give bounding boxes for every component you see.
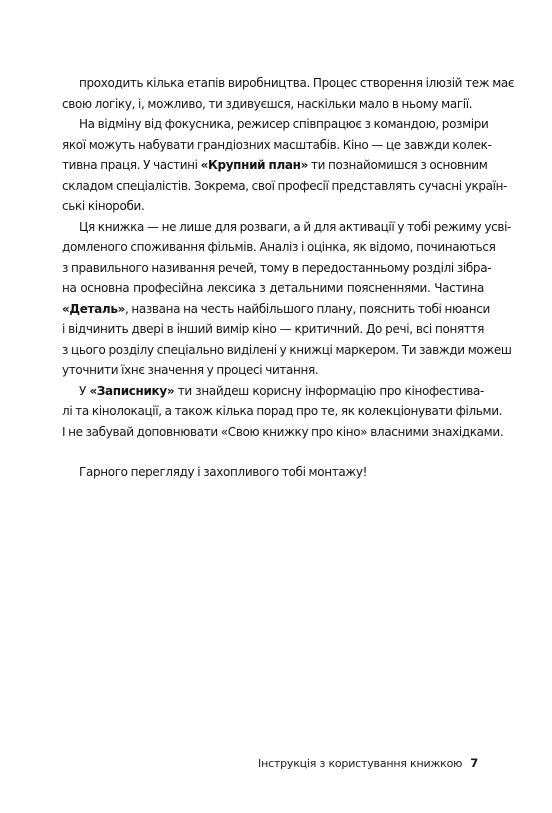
text-run: , названа на честь найбільшого плану, пояснить тобі нюанси bbox=[124, 301, 490, 316]
body-text bbox=[62, 73, 515, 483]
text-line bbox=[62, 155, 488, 176]
text-line: складом спеціалістів. Зокрема, свої професії представлять сучасні україн- bbox=[62, 178, 508, 193]
text-run: ти знайдеш корисну інформацію про кінофестива- bbox=[174, 383, 484, 398]
running-head: Інструкція з користування книжкою bbox=[258, 757, 463, 770]
text-run: У bbox=[79, 383, 90, 398]
text-line bbox=[62, 299, 490, 320]
text-line: на основна професійна лексика з детальними поясненнями. Частина bbox=[62, 281, 484, 295]
text-run: ти познайомишся з основним bbox=[307, 158, 488, 172]
bold-term: «Записнику» bbox=[89, 383, 175, 398]
text-line: На відміну від фокусника, режисер співпрацює з командою, розміри bbox=[79, 117, 489, 131]
text-line: з цього розділу спеціально виділені у книжці маркером. Ти завжди можеш bbox=[62, 342, 512, 357]
bold-term: «Деталь» bbox=[62, 301, 125, 316]
text-line: і відчинить двері в інший вимір кіно — критичний. До речі, всі поняття bbox=[62, 322, 484, 336]
closing-line: Гарного перегляду і захопливого тобі монтажу! bbox=[79, 465, 368, 479]
text-line: проходить кілька етапів виробництва. Процес створення ілюзій теж має bbox=[79, 76, 515, 90]
text-line: якої можуть набувати грандіозних масштабів. Кіно — це завжди колек- bbox=[62, 137, 492, 152]
bold-term: «Крупний план» bbox=[200, 158, 308, 172]
text-run: тивна праця. У частині bbox=[62, 158, 201, 172]
page-footer bbox=[258, 756, 478, 771]
text-line: свою логіку, і, можливо, ти здивуєшся, наскільки мало в ньому магії. bbox=[62, 96, 473, 111]
text-line: ські кінороби. bbox=[62, 199, 145, 213]
page-number: 7 bbox=[470, 756, 478, 770]
text-line bbox=[62, 381, 484, 402]
text-line: лі та кінолокації, а також кілька порад про те, як колекціонувати фільми. bbox=[62, 404, 503, 418]
text-line: домленого споживання фільмів. Аналіз і оцінка, як відомо, починаються bbox=[62, 240, 496, 254]
text-line: уточнити їхнє значення у процесі читання. bbox=[62, 363, 319, 377]
text-line: Ця книжка — не лише для розваги, а й для активації у тобі режиму усві- bbox=[79, 219, 512, 234]
text-line: з правильного називання речей, тому в передостанньому розділі зібра- bbox=[62, 260, 492, 275]
text-line: І не забувай доповнювати «Свою книжку про кіно» власними знахідками. bbox=[62, 424, 504, 439]
